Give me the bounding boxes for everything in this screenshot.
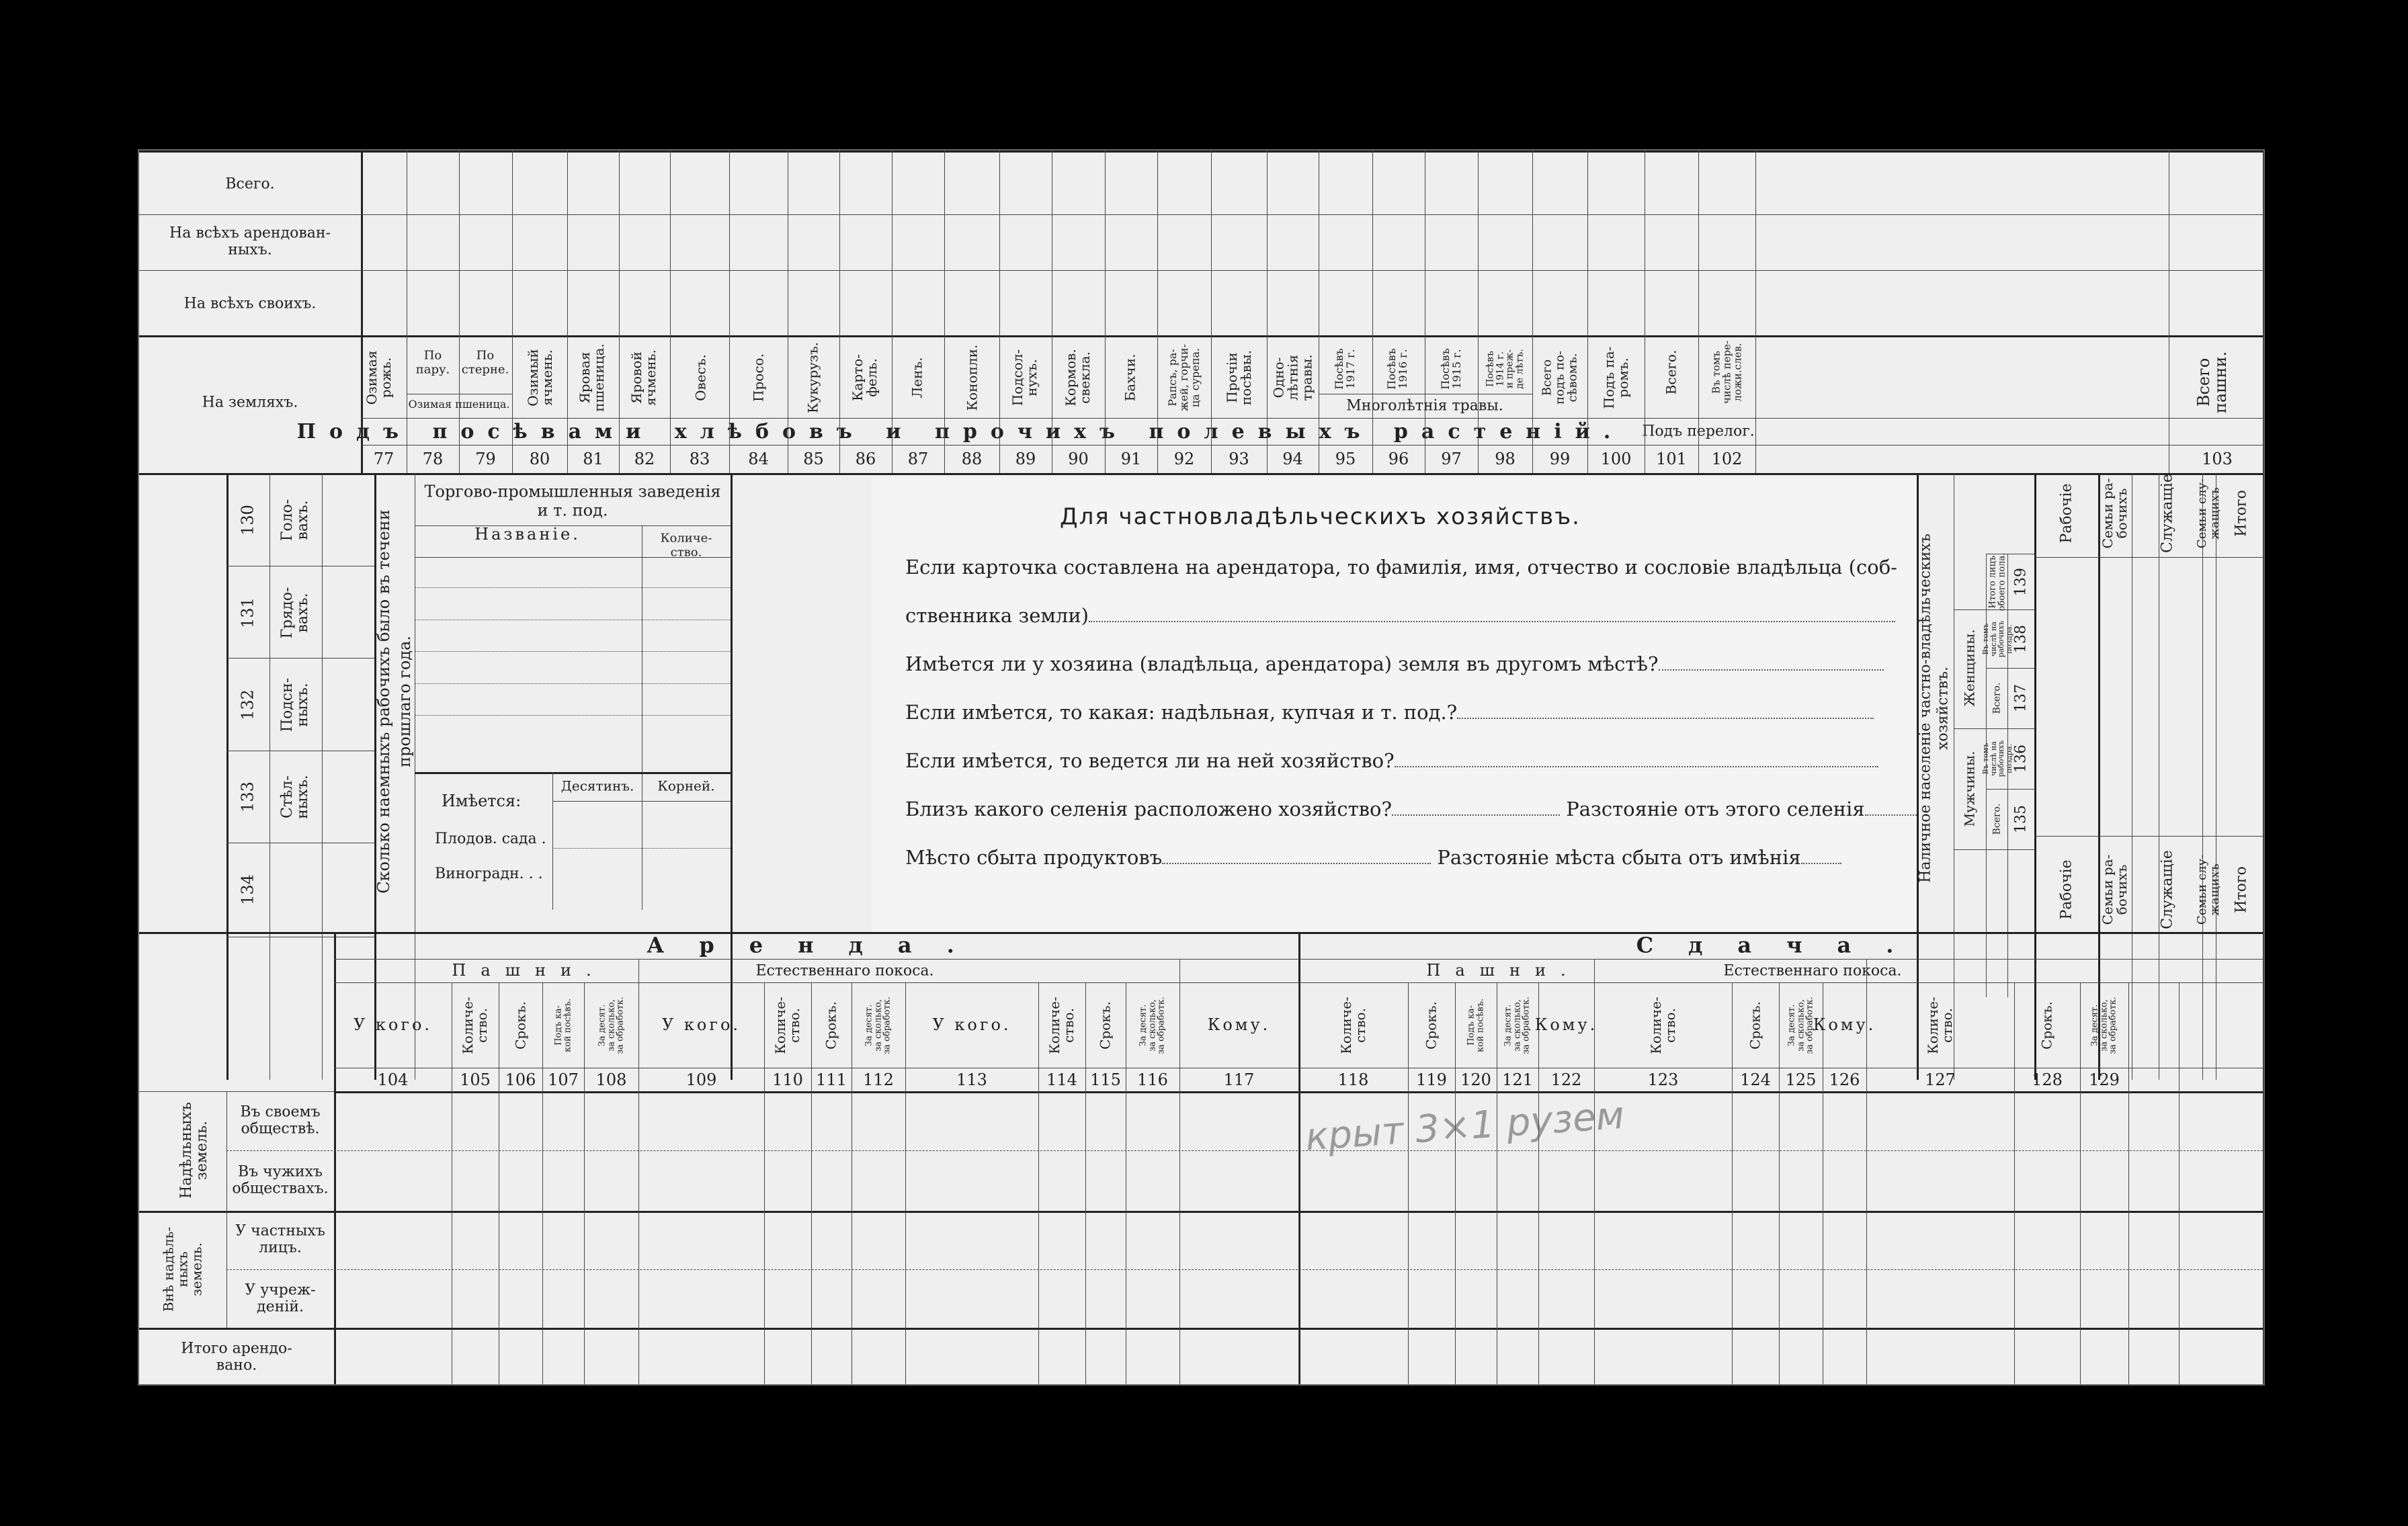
column-divider (1455, 982, 1456, 1386)
column-number: 119 (1416, 1070, 1447, 1089)
column-number: 91 (1120, 450, 1142, 468)
column-divider (584, 982, 585, 1386)
mid-line (731, 473, 733, 1080)
trade-line (415, 557, 731, 558)
bottom-line (139, 1328, 2265, 1330)
bottom-line (334, 1091, 2265, 1093)
bottom-line (139, 1091, 334, 1092)
women-label: Женщины. (1961, 629, 1978, 707)
trade-line (415, 772, 731, 774)
panel-line-text: Разстоянiе мѣста сбыта отъ имѣнiя (1437, 846, 1801, 869)
column-divider (1779, 982, 1780, 1386)
panel-line: Если карточка составлена на арендатора, то фамилiя, имя, отчество и сословiе владѣльца (соб- (905, 556, 1897, 579)
column-divider (1538, 982, 1539, 1386)
bottom-column-header: Количе- ство. (1925, 997, 1955, 1054)
column-number: 104 (377, 1070, 409, 1089)
column-divider (2080, 982, 2081, 1386)
pop-header: Въ томъ числѣ на рабочихъ поздра. (1981, 620, 2013, 658)
row-label-arendovannykh: На всѣхъ арендован- ныхъ. (169, 224, 331, 259)
mid-line (322, 473, 323, 1080)
column-number: 103 (2202, 450, 2233, 468)
crop-header: Посѣвъ 1914 г. и преж- де лѣтъ. (1485, 349, 1526, 389)
column-number: 111 (816, 1070, 847, 1089)
column-number: 105 (460, 1070, 491, 1089)
bottom-column-header: У кого. (353, 1015, 433, 1035)
panel-line (905, 701, 1874, 724)
column-number: 101 (1656, 450, 1687, 468)
column-number: 81 (583, 450, 604, 468)
column-divider (1298, 982, 1299, 1386)
bottom-column-header: За десят. за сколько, за обработк. (2089, 997, 2118, 1054)
column-divider (1755, 151, 1756, 473)
vinograd-label: Виноградн. . . (435, 865, 543, 882)
census-card (138, 149, 2265, 1386)
answer-blank[interactable] (1162, 848, 1431, 864)
column-divider (542, 982, 543, 1386)
trade-line (415, 651, 731, 652)
crop-header: Карто- фель. (849, 353, 880, 402)
column-divider (1408, 982, 1409, 1386)
trade-title: Торгово-промышленныя заведенiя и т. под. (424, 482, 721, 519)
column-number: 108 (595, 1070, 627, 1089)
pop-header: Въ томъ числѣ на рабочихъ поздра. (1981, 740, 2013, 777)
crop-header: Овесъ. (692, 354, 709, 401)
pop-header: Всего. (1991, 682, 2003, 714)
bottom-line (334, 959, 2265, 960)
crop-header: Подъ па- ромъ. (1601, 346, 1631, 409)
crop-header: Конопли. (964, 344, 981, 411)
crop-header: Кукурузъ. (804, 341, 821, 414)
workers-question: Сколько наемныхъ рабочихъ было въ течени прошлаго года. (374, 509, 414, 894)
column-number: 77 (373, 450, 395, 468)
column-number: 96 (1388, 450, 1409, 468)
crop-header: Посѣвъ 1916 г. (1385, 348, 1409, 390)
crop-header: Въ томъ числѣ пере- ложи.слев. (1710, 340, 1743, 405)
bottom-line (226, 1091, 227, 1328)
crop-header: Яровой ячмень. (628, 349, 659, 406)
sdacha-pokos: Естественнаго покоса. (1723, 962, 1902, 980)
column-number: 94 (1282, 450, 1303, 468)
column-divider (1211, 151, 1212, 473)
bottom-column-header: Срокъ. (1423, 1001, 1440, 1050)
bottom-column-header: Количе- ство. (772, 997, 802, 1054)
answer-blank[interactable] (1801, 848, 1841, 864)
population-title: Наличное населенiе частно-владѣльческихъ хозяйствъ. (1917, 534, 1952, 883)
panel-line (905, 846, 1841, 869)
bottom-column-header: Срокъ. (823, 1001, 839, 1050)
column-number: 120 (1460, 1070, 1491, 1089)
panel-line-text: ственника земли) (905, 604, 1089, 627)
column-number: 113 (956, 1070, 987, 1089)
column-number: 106 (505, 1070, 536, 1089)
crop-header: Бахчи. (1122, 353, 1138, 402)
bottom-column-header: У кого. (932, 1015, 1011, 1035)
column-divider (944, 151, 945, 473)
mid-line (2034, 473, 2036, 1080)
trade-line (415, 715, 731, 716)
column-number: 121 (1502, 1070, 1533, 1089)
mnogoletnie-label: Многолѣтнiя травы. (1346, 397, 1503, 415)
trade-name-header: Названiе. (474, 525, 581, 544)
bottom-column-header: Кому. (1813, 1015, 1876, 1035)
border-top (139, 151, 2265, 153)
column-divider (638, 982, 639, 1386)
column-number: 90 (1068, 450, 1089, 468)
column-divider (764, 982, 765, 1386)
livestock-number: 131 (238, 597, 257, 628)
column-number: 95 (1335, 450, 1356, 468)
panel-line-text: Разстоянiе отъ этого селенiя (1566, 798, 1865, 820)
pop-number: 139 (2012, 568, 2030, 596)
answer-blank[interactable] (1659, 654, 1884, 671)
column-number: 99 (1549, 450, 1571, 468)
column-divider (1267, 151, 1268, 473)
desyatin-header: Десятинъ. (561, 777, 634, 794)
column-number: 107 (548, 1070, 579, 1089)
bottom-column-header: У кого. (661, 1015, 741, 1035)
panel-line-text: Если имѣется, то какая: надѣльная, купчая и т. под.? (905, 701, 1458, 724)
panel-title: Для частновладѣльческихъ хозяйствъ. (1060, 503, 1581, 530)
bottom-column-header: За десят. за сколько, за обработк. (1503, 997, 1532, 1054)
column-number: 82 (634, 450, 655, 468)
panel-line-text: Мѣсто сбыта продуктовъ (905, 846, 1163, 869)
pop-number: 138 (2012, 625, 2030, 653)
column-divider (811, 982, 812, 1386)
livestock-number: 133 (238, 781, 257, 812)
garden-line (552, 801, 731, 802)
bottom-line (226, 1269, 2265, 1270)
private-farm-panel (872, 476, 1917, 932)
column-number: 126 (1829, 1070, 1860, 1089)
column-number: 122 (1550, 1070, 1582, 1089)
column-divider (999, 151, 1000, 473)
bottom-label-line (334, 932, 336, 1386)
bottom-column-header: Количе- ство. (1337, 997, 1368, 1054)
panel-line-text: Имѣется ли у хозяина (владѣльца, арендатора) земля въ другомъ мѣстѣ? (905, 652, 1659, 675)
mid-line (2202, 473, 2203, 1080)
perelog-label: Подъ перелог. (1642, 423, 1755, 440)
column-number: 118 (1337, 1070, 1369, 1089)
answer-blank[interactable] (1395, 751, 1878, 767)
crop-header: Озимый ячмень. (525, 349, 555, 407)
column-divider (729, 151, 730, 473)
row-line (139, 335, 2265, 337)
pop-number: 135 (2012, 805, 2030, 833)
crop-header: По пару. (415, 348, 450, 376)
trade-line (415, 587, 731, 588)
banner-title: Подъ посѣвами хлѣбовъ и прочихъ полевыхъ растенiй. (296, 419, 1624, 443)
number-line (361, 445, 2265, 446)
right-header: Итого (2233, 490, 2250, 537)
livestock-label: Подсн- ныхъ. (278, 677, 311, 732)
pop-header: Всего. (1991, 803, 2003, 835)
row-label-itogo: Итого арендо- вано. (181, 1340, 292, 1374)
garden-line (552, 848, 731, 849)
bottom-column-header: За десят. за сколько, за обработк. (864, 997, 892, 1054)
right-header: Рабочiе (2058, 483, 2075, 544)
right-header: Служащiе (2159, 474, 2176, 553)
livestock-label: Грядо- вахъ. (278, 587, 311, 639)
right-header: Итого (2233, 866, 2250, 913)
row-label: У учреж- денiй. (245, 1281, 316, 1316)
bottom-column-header: За десят. за сколько, за обработк. (597, 997, 626, 1054)
livestock-number: 130 (238, 505, 257, 536)
column-divider (1478, 151, 1479, 473)
answer-blank[interactable] (1392, 800, 1560, 816)
column-number: 124 (1740, 1070, 1771, 1089)
crop-header: Посѣвъ 1917 г. (1333, 348, 1357, 390)
row-line (139, 214, 2265, 215)
korney-header: Корней. (657, 777, 715, 794)
panel-line (905, 749, 1878, 772)
livestock-number: 132 (238, 689, 257, 720)
crop-header: Просо. (750, 353, 767, 402)
right-header: Семьи ра- бочихъ (2100, 478, 2130, 549)
bottom-column-header: Кому. (1534, 1015, 1598, 1035)
answer-blank[interactable] (1865, 800, 1919, 816)
bottom-column-header: Количе- ство. (1647, 997, 1678, 1054)
bottom-column-header: Кому. (1207, 1015, 1271, 1035)
crop-header: Кормов. свекла. (1063, 349, 1093, 407)
column-divider (1157, 151, 1158, 473)
group-divider (1179, 959, 1180, 982)
bottom-column-header: Подъ ка- кой посѣвъ. (1466, 998, 1485, 1053)
column-number: 112 (863, 1070, 894, 1089)
crop-header: По стерне. (461, 348, 509, 376)
crop-subheader: Озимая пшеница. (408, 397, 510, 411)
crop-header: Озимая рожь. (364, 350, 394, 405)
column-divider (619, 151, 620, 473)
column-number: 78 (422, 450, 444, 468)
sad-label: Плодов. сада . (435, 831, 546, 847)
mid-line (269, 473, 270, 1080)
column-divider (1532, 151, 1533, 473)
livestock-label: Стѣл- ныхъ. (278, 775, 311, 819)
group-divider (638, 959, 639, 982)
answer-blank[interactable] (1089, 606, 1895, 622)
right-header: Семьи ра- бочихъ (2100, 854, 2130, 925)
column-number: 79 (475, 450, 496, 468)
column-divider (1038, 982, 1039, 1386)
column-number: 125 (1785, 1070, 1817, 1089)
imeetsya-label: Имѣется: (442, 792, 522, 810)
column-number: 92 (1173, 450, 1195, 468)
column-number: 109 (686, 1070, 717, 1089)
row-label-svoikh: На всѣхъ своихъ. (183, 295, 317, 312)
answer-blank[interactable] (1457, 703, 1874, 719)
panel-line (905, 652, 1884, 675)
men-label: Мужчины. (1961, 751, 1978, 827)
panel-line-text: Близъ какого селенiя расположено хозяйство? (905, 798, 1393, 820)
bottom-line (226, 1150, 2265, 1151)
row-label-vsego: Всего. (225, 175, 275, 193)
garden-line (552, 772, 553, 910)
vne-nadel-label: Внѣ надѣль- ныхъ земель. (160, 1226, 205, 1312)
pop-number: 137 (2012, 684, 2030, 712)
row-label: У частныхъ лицъ. (235, 1222, 325, 1257)
column-number: 115 (1090, 1070, 1121, 1089)
column-divider (567, 151, 568, 473)
column-divider (512, 151, 513, 473)
column-number: 128 (2032, 1070, 2063, 1089)
pop-line (1954, 849, 2034, 850)
right-header: Служащiе (2159, 850, 2176, 929)
column-number: 93 (1229, 450, 1249, 468)
sub-divider (1645, 418, 1755, 419)
crop-header: Одно- лѣтнiя травы. (1270, 354, 1315, 401)
mid-line (226, 473, 229, 1080)
row-label-zemlyakh: На земляхъ. (202, 394, 298, 411)
column-number: 84 (748, 450, 769, 468)
crop-header: Всего подъ по- сѣвомъ. (1540, 350, 1580, 405)
pop-line (1986, 789, 2034, 790)
bottom-line (139, 1211, 2265, 1213)
banner-line (361, 418, 2265, 419)
column-divider (459, 151, 460, 473)
livestock-label: Голо- вахъ. (278, 499, 311, 542)
panel-line (905, 798, 1919, 820)
arenda-title: Аренда. (647, 932, 989, 958)
bottom-column-header: Срокъ. (2038, 1001, 2055, 1050)
column-number: 116 (1137, 1070, 1168, 1089)
crop-header: Прочiи посѣвы. (1224, 349, 1254, 406)
nadel-label: Надѣльныхъ земель. (177, 1102, 210, 1199)
bottom-column-header: Подъ ка- кой посѣвъ. (553, 998, 573, 1053)
handwritten-note: крыт 3×1 рузем (1304, 1093, 1626, 1160)
column-divider (1085, 982, 1086, 1386)
column-divider (1105, 151, 1106, 473)
bottom-column-header: Количе- ство. (460, 997, 490, 1054)
column-divider (670, 151, 671, 473)
bottom-column-header: Срокъ. (512, 1001, 528, 1050)
column-number: 83 (689, 450, 710, 468)
bottom-column-header: Количе- ство. (1046, 997, 1077, 1054)
panel-line-text: Если имѣется, то ведется ли на ней хозяйство? (905, 749, 1395, 772)
pop-header: Итого лицъ обоего пола. (1987, 552, 2007, 611)
crop-header: Всего. (1663, 349, 1679, 395)
row-line (139, 270, 2265, 271)
column-number: 97 (1441, 450, 1462, 468)
arenda-pokos: Естественнаго покоса. (755, 962, 934, 980)
column-divider (1179, 982, 1180, 1386)
row-label: Въ своемъ обществѣ. (240, 1103, 321, 1138)
column-divider (839, 151, 840, 473)
right-line (2034, 557, 2265, 558)
middle-section-bottom (139, 932, 2265, 934)
crop-header: Подсол- нухъ. (1009, 349, 1040, 407)
crop-header: Всего пашни. (2194, 351, 2230, 414)
column-divider (1698, 151, 1699, 473)
bottom-column-header: За десят. за сколько, за обработк. (1138, 997, 1167, 1054)
column-number: 129 (2089, 1070, 2120, 1089)
column-divider (2128, 982, 2129, 1386)
crop-header: Яровая пшеница. (577, 343, 607, 412)
sdacha-title: Сдача. (1636, 932, 1929, 958)
column-number: 123 (1647, 1070, 1679, 1089)
column-number: 98 (1495, 450, 1516, 468)
column-number: 89 (1015, 450, 1036, 468)
column-number: 127 (1925, 1070, 1956, 1089)
pop-number: 136 (2012, 745, 2030, 773)
column-divider (1587, 151, 1588, 473)
sdacha-pashni: Пашни. (1426, 961, 1581, 980)
crop-header: Рапсъ, ра- жей, горчи- ца сурепа. (1165, 344, 1202, 411)
pop-line (1954, 728, 2034, 729)
column-number: 110 (772, 1070, 803, 1089)
mid-row (226, 658, 374, 659)
bottom-column-header: Срокъ. (1747, 1001, 1763, 1050)
bottom-column-header: За десят. за сколько, за обработк. (1786, 997, 1815, 1054)
column-number: 100 (1600, 450, 1632, 468)
trade-qty-header: Количе- ство. (660, 531, 712, 559)
column-number: 102 (1711, 450, 1743, 468)
column-number: 80 (529, 450, 550, 468)
panel-line (905, 604, 1895, 627)
column-divider (1594, 982, 1595, 1386)
top-section-bottom (139, 473, 2265, 475)
bottom-column-header: Срокъ. (1097, 1001, 1114, 1050)
border-right (2263, 151, 2265, 1386)
mid-line (2098, 473, 2100, 1080)
column-number: 114 (1046, 1070, 1077, 1089)
column-divider (1372, 151, 1373, 473)
bottom-line (334, 982, 2265, 983)
column-divider (2014, 982, 2015, 1386)
right-header: Семьи слу- жащихъ (2195, 478, 2222, 549)
right-header: Рабочiе (2058, 859, 2075, 920)
column-number: 88 (961, 450, 983, 468)
column-number: 85 (803, 450, 824, 468)
livestock-number: 134 (238, 874, 257, 905)
column-divider (1732, 982, 1733, 1386)
group-divider (1866, 959, 1867, 982)
crop-header: Ленъ. (909, 357, 925, 398)
column-divider (905, 982, 906, 1386)
row-label: Въ чужихъ обществахъ. (232, 1163, 329, 1197)
pop-line (1986, 668, 2034, 669)
column-number: 86 (855, 450, 876, 468)
column-divider (1866, 982, 1867, 1386)
column-number: 87 (907, 450, 929, 468)
column-number: 117 (1223, 1070, 1255, 1089)
arenda-pashni: Пашни. (452, 961, 606, 980)
group-divider (1594, 959, 1595, 982)
right-line (2034, 836, 2265, 837)
crop-header: Посѣвъ 1915 г. (1439, 348, 1463, 390)
trade-line (415, 683, 731, 684)
right-header: Семьи слу- жащихъ (2195, 854, 2222, 925)
